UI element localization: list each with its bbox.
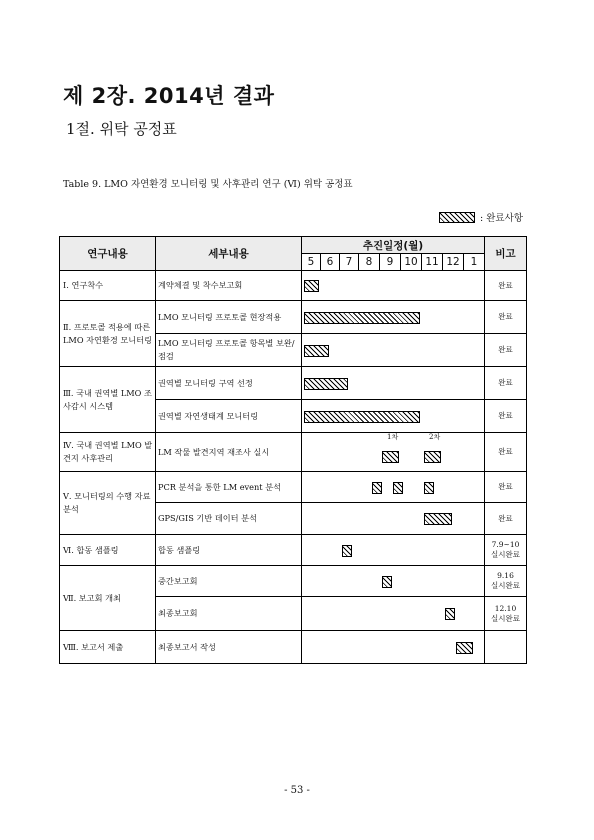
month-header: 9 [380,254,401,271]
legend-label: : 완료사항 [480,213,523,224]
header-detail: 세부내용 [156,237,302,271]
gantt-cell [302,472,485,503]
category-cell: Ⅵ. 합동 샘플링 [60,535,156,566]
schedule-bar [424,513,452,525]
schedule-bar [304,280,319,292]
remark-cell: 완료 [485,472,527,503]
remark-cell: 완료 [485,503,527,535]
schedule-bar [456,642,473,654]
table-row [60,535,527,566]
gantt-cell [302,334,485,367]
schedule-bar [382,451,399,463]
header-research: 연구내용 [60,237,156,271]
remark-cell: 9.16 실시완료 [485,566,527,597]
remark-cell: 7.9~10 실시완료 [485,535,527,566]
detail-cell: PCR 분석을 통한 LM event 분석 [156,472,302,503]
section-title: 1절. 위탁 공정표 [66,120,177,138]
bar-label: 1차 [387,433,399,441]
detail-cell: 최종보고회 [156,597,302,631]
category-cell: Ⅲ. 국내 권역별 LMO 조사감시 시스템 [60,367,156,433]
schedule-bar [424,451,441,463]
table-row [60,367,527,400]
schedule-bar [304,378,348,390]
detail-cell: LMO 모니터링 프로토콜 항목별 보완/점검 [156,334,302,367]
category-cell: Ⅷ. 보고서 제출 [60,631,156,664]
gantt-cell [302,367,485,400]
detail-cell: 최종보고서 작성 [156,631,302,664]
month-header: 6 [321,254,340,271]
schedule-bar [445,608,455,620]
legend [439,210,523,224]
detail-cell: 중간보고회 [156,566,302,597]
remark-cell: 완료 [485,271,527,301]
gantt-cell [302,597,485,631]
month-header: 11 [422,254,443,271]
header-remark: 비고 [485,237,527,271]
schedule-bar [342,545,352,557]
chapter-title: 제 2장. 2014년 결과 [63,84,275,108]
detail-cell: 계약체결 및 착수보고회 [156,271,302,301]
schedule-bar [304,411,420,423]
month-header: 12 [443,254,464,271]
schedule-bar [372,482,382,494]
table-row [60,631,527,664]
hatched-swatch [439,212,475,223]
month-header: 7 [340,254,359,271]
month-header: 5 [302,254,321,271]
table-caption: Table 9. LMO 자연환경 모니터링 및 사후관리 연구 (Ⅵ) 위탁 공정표 [63,179,353,190]
gantt-cell [302,400,485,433]
month-header: 8 [359,254,380,271]
remark-cell: 완료 [485,400,527,433]
schedule-bar [424,482,434,494]
schedule-bar [304,345,329,357]
detail-cell: LMO 모니터링 프로토콜 현장적용 [156,301,302,334]
gantt-cell [302,631,485,664]
schedule-bar [393,482,403,494]
remark-cell [485,631,527,664]
category-cell: Ⅰ. 연구착수 [60,271,156,301]
schedule-table [59,236,527,664]
table-row [60,301,527,334]
category-cell: Ⅳ. 국내 권역별 LMO 발견지 사후관리 [60,433,156,472]
gantt-cell [302,535,485,566]
month-header: 1 [464,254,485,271]
month-header: 10 [401,254,422,271]
remark-cell: 완료 [485,334,527,367]
gantt-cell [302,433,485,472]
bar-label: 2차 [429,433,441,441]
schedule-bar [304,312,420,324]
category-cell: Ⅶ. 보고회 개최 [60,566,156,631]
gantt-cell [302,503,485,535]
table-row [60,271,527,301]
remark-cell: 12.10 실시완료 [485,597,527,631]
page-number: - 53 - [284,785,310,796]
table-row [60,566,527,597]
header-schedule: 추진일정(월) [302,237,485,254]
category-cell: Ⅱ. 프로토콜 적용에 따른 LMO 자연환경 모니터링 [60,301,156,367]
category-cell: Ⅴ. 모니터링의 수행 자료 분석 [60,472,156,535]
remark-cell: 완료 [485,433,527,472]
gantt-cell [302,271,485,301]
table-row [60,433,527,472]
remark-cell: 완료 [485,301,527,334]
detail-cell: LM 작물 발견지역 재조사 실시 [156,433,302,472]
remark-cell: 완료 [485,367,527,400]
gantt-cell [302,301,485,334]
detail-cell: 권역별 모니터링 구역 선정 [156,367,302,400]
table-row [60,472,527,503]
detail-cell: GPS/GIS 기반 데이터 분석 [156,503,302,535]
detail-cell: 합동 샘플링 [156,535,302,566]
schedule-bar [382,576,392,588]
gantt-cell [302,566,485,597]
detail-cell: 권역별 자연생태계 모니터링 [156,400,302,433]
